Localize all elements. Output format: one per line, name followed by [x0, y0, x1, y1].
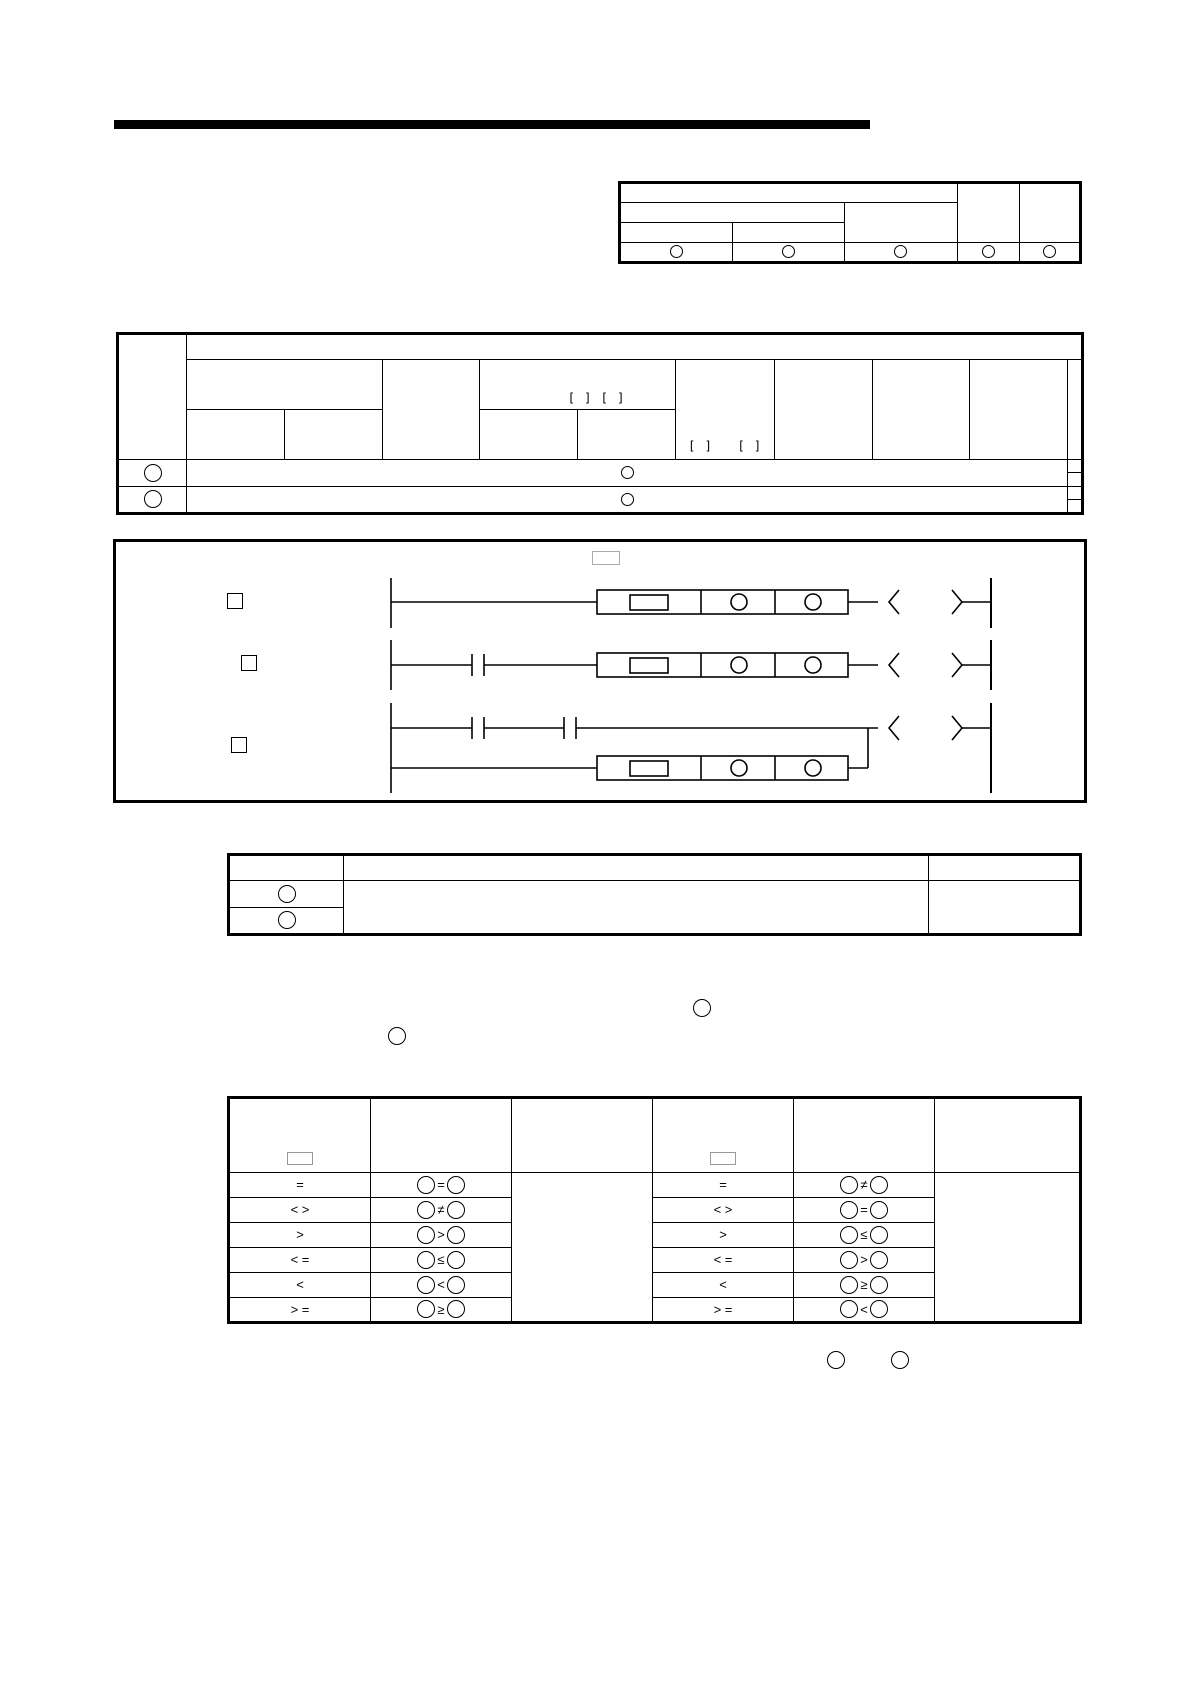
s1-circle-icon — [840, 1276, 858, 1294]
block-1-s2-circle — [805, 594, 821, 610]
block-1-s1-circle — [731, 594, 747, 610]
right-condition-cell — [794, 1248, 935, 1273]
setting-type-cell — [929, 881, 1081, 935]
s1-circle-icon — [417, 1201, 435, 1219]
s2-circle-icon — [870, 1176, 888, 1194]
block-3-s1-circle — [731, 760, 747, 776]
coil-left-2 — [889, 653, 899, 677]
operator-symbol: > = — [290, 1301, 310, 1317]
s2-circle-icon — [870, 1201, 888, 1219]
coil-right-1 — [952, 590, 962, 614]
s2-circle-icon — [447, 1300, 465, 1318]
left-condition-cell — [371, 1173, 512, 1198]
left-op-cell — [229, 1173, 371, 1198]
footnote-operand-2-icon — [891, 1351, 909, 1369]
left-condition-cell — [371, 1198, 512, 1223]
right-condition-cell — [794, 1173, 935, 1198]
right-op-cell — [653, 1273, 794, 1298]
comparison-symbol: = — [860, 1202, 868, 1218]
left-condition-cell — [371, 1298, 512, 1323]
left-symbol-header — [229, 1098, 371, 1173]
operand-1-inline-icon — [693, 999, 711, 1017]
s2-circle-icon — [447, 1201, 465, 1219]
block-3-instruction-box — [630, 761, 668, 776]
comparison-symbol: ≥ — [437, 1301, 445, 1317]
right-op-cell — [653, 1298, 794, 1323]
comparison-symbol: ≥ — [860, 1277, 868, 1293]
s2-circle-icon — [447, 1276, 465, 1294]
operand-2-inline-icon — [388, 1027, 406, 1045]
operand-2-icon — [278, 911, 296, 929]
s2-circle-icon — [870, 1251, 888, 1269]
right-condition-cell — [794, 1198, 935, 1223]
comparison-condition-table — [227, 1096, 1082, 1324]
coil-right-2 — [952, 653, 962, 677]
left-condition-header — [371, 1098, 512, 1173]
setting-data-table — [227, 853, 1082, 936]
block-2-s2-circle — [805, 657, 821, 673]
block-1-instruction-box — [630, 595, 668, 610]
instruction-symbol-placeholder — [710, 1152, 736, 1165]
s1-circle-icon — [417, 1226, 435, 1244]
setting-data-header — [229, 855, 344, 881]
meaning-header — [344, 855, 929, 881]
block-2-s1-circle — [731, 657, 747, 673]
comparison-symbol: ≤ — [860, 1227, 868, 1243]
intelligent-module-mark: [ ] [ ] — [688, 439, 763, 453]
right-condition-cell — [794, 1223, 935, 1248]
s1-circle-icon — [417, 1276, 435, 1294]
right-op-cell — [653, 1198, 794, 1223]
s1-circle-icon — [840, 1251, 858, 1269]
s2-circle-icon — [870, 1276, 888, 1294]
right-condition-cell — [794, 1273, 935, 1298]
operator-symbol: < — [296, 1277, 304, 1292]
instruction-symbol-placeholder — [287, 1152, 313, 1165]
left-result-cell — [512, 1173, 653, 1323]
coil-left-1 — [889, 590, 899, 614]
s1-circle-icon — [417, 1251, 435, 1269]
right-condition-header — [794, 1098, 935, 1173]
setting-row-2 — [229, 908, 344, 935]
operand-1-icon — [278, 885, 296, 903]
left-op-cell — [229, 1298, 371, 1323]
right-symbol-header — [653, 1098, 794, 1173]
s1-circle-icon — [840, 1226, 858, 1244]
operator-symbol: < > — [290, 1202, 310, 1217]
left-op-cell — [229, 1248, 371, 1273]
right-result-header — [935, 1098, 1081, 1173]
block-2-instruction-box — [630, 658, 668, 673]
left-result-header — [512, 1098, 653, 1173]
coil-left-3 — [889, 716, 899, 740]
s1-circle-icon — [840, 1300, 858, 1318]
comparison-symbol: ≠ — [437, 1202, 445, 1218]
comparison-symbol: < — [860, 1301, 868, 1317]
coil-right-3 — [952, 716, 962, 740]
operator-symbol: > — [296, 1227, 304, 1242]
s2-circle-icon — [447, 1176, 465, 1194]
footnote-operand-1-icon — [827, 1351, 845, 1369]
s1-circle-icon — [417, 1300, 435, 1318]
left-condition-cell — [371, 1223, 512, 1248]
comparison-symbol: > — [437, 1227, 445, 1243]
left-op-cell — [229, 1198, 371, 1223]
comparison-symbol: ≠ — [860, 1177, 868, 1193]
comparison-symbol: < — [437, 1277, 445, 1293]
s1-circle-icon — [840, 1201, 858, 1219]
operator-symbol: < > — [713, 1202, 733, 1217]
left-condition-cell — [371, 1248, 512, 1273]
setting-meaning-cell — [344, 881, 929, 935]
right-result-cell — [935, 1173, 1081, 1323]
operator-symbol: < = — [713, 1252, 733, 1267]
operator-symbol: = — [719, 1177, 727, 1192]
block-3-s2-circle — [805, 760, 821, 776]
operator-symbol: > = — [713, 1301, 733, 1317]
s1-circle-icon — [417, 1176, 435, 1194]
s2-circle-icon — [447, 1251, 465, 1269]
setting-row-1 — [229, 881, 344, 908]
operator-symbol: < — [719, 1277, 727, 1292]
right-op-cell — [653, 1223, 794, 1248]
right-op-cell — [653, 1173, 794, 1198]
s2-circle-icon — [447, 1226, 465, 1244]
left-condition-cell — [371, 1273, 512, 1298]
right-op-cell — [653, 1248, 794, 1273]
left-op-cell — [229, 1273, 371, 1298]
link-direct-device-mark: [ ] [ ] — [567, 391, 626, 405]
operator-symbol: = — [296, 1177, 304, 1192]
left-op-cell — [229, 1223, 371, 1248]
comparison-symbol: ≤ — [437, 1252, 445, 1268]
right-condition-cell — [794, 1298, 935, 1323]
comparison-symbol: > — [860, 1252, 868, 1268]
data-type-header — [929, 855, 1081, 881]
comparison-symbol: = — [437, 1177, 445, 1193]
s2-circle-icon — [870, 1300, 888, 1318]
s1-circle-icon — [840, 1176, 858, 1194]
s2-circle-icon — [870, 1226, 888, 1244]
operator-symbol: < = — [290, 1252, 310, 1267]
operator-symbol: > — [719, 1227, 727, 1242]
